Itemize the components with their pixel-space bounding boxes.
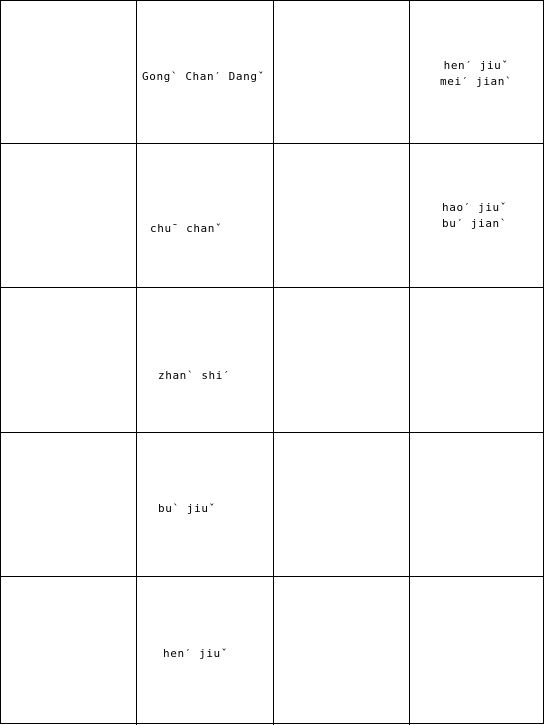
cell-r2-c3: [274, 144, 410, 288]
pinyin-text: zhan` shi′: [158, 369, 231, 382]
cell-r3-c3: [274, 288, 410, 433]
pinyin-text: chuˉ chanˇ: [150, 222, 223, 235]
cell-r4-c4: [410, 433, 544, 577]
cell-r3-c4: [410, 288, 544, 433]
cell-r1-c2: [137, 1, 274, 144]
cell-r3-c1: [1, 288, 137, 433]
cell-r5-c3: [274, 577, 410, 725]
cell-r1-c1: [1, 1, 137, 144]
pinyin-line: bu′ jian`: [442, 217, 508, 230]
cell-r5-c4: [410, 577, 544, 725]
pinyin-line: mei′ jian`: [440, 75, 513, 88]
cell-r2-c4: [410, 144, 544, 288]
cell-r1-c4: [410, 1, 544, 144]
cell-r1-c3: [274, 1, 410, 144]
pinyin-text: bu` jiuˇ: [158, 502, 216, 515]
cell-r4-c3: [274, 433, 410, 577]
cell-r4-c2: [137, 433, 274, 577]
cell-r5-c2: [137, 577, 274, 725]
pinyin-text-block: [442, 200, 507, 232]
pinyin-text: hen′ jiuˇ: [163, 647, 229, 660]
pinyin-line: hao′ jiuˇ: [442, 201, 508, 214]
cell-r2-c1: [1, 144, 137, 288]
cell-r4-c1: [1, 433, 137, 577]
pinyin-text: Gong` Chan′ Dangˇ: [142, 70, 265, 83]
pinyin-line: hen′ jiuˇ: [443, 59, 509, 72]
pinyin-text-block: [440, 58, 512, 90]
cell-r5-c1: [1, 577, 137, 725]
cell-r3-c2: [137, 288, 274, 433]
cell-r2-c2: [137, 144, 274, 288]
